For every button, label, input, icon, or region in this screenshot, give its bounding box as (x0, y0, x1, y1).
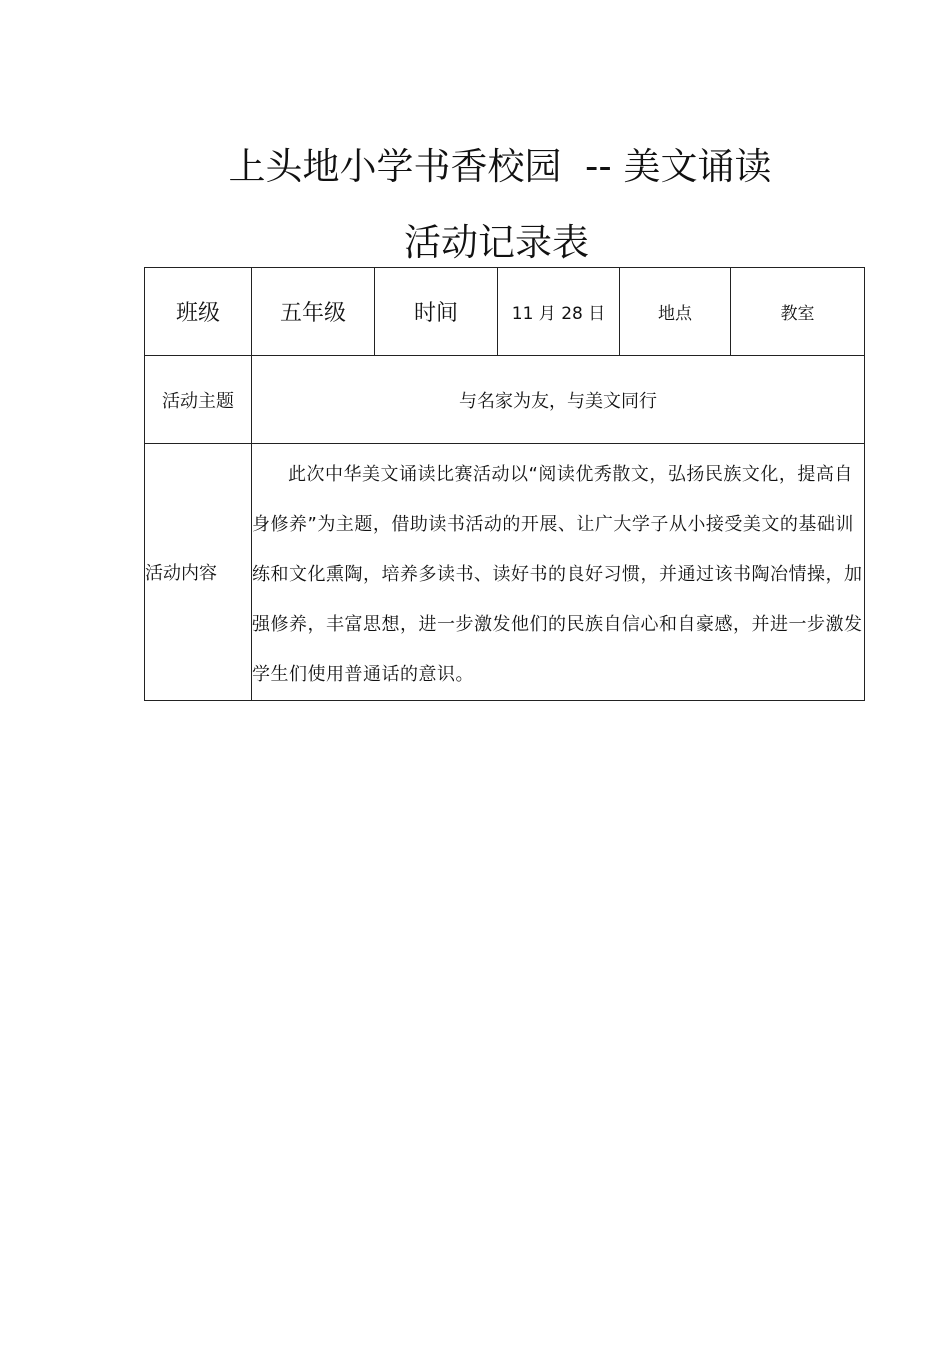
class-label: 班级 (145, 268, 252, 356)
table-row (145, 444, 865, 701)
table-row (145, 268, 865, 356)
place-label: 地点 (620, 268, 731, 356)
activity-record-table (144, 267, 865, 701)
content-label: 活动内容 (145, 444, 252, 701)
document-title: 上头地小学书香校园 -- 美文诵读 (228, 145, 772, 188)
class-value: 五年级 (252, 268, 375, 356)
theme-label: 活动主题 (145, 356, 252, 444)
time-label: 时间 (375, 268, 498, 356)
time-value: 11 月 28 日 (498, 268, 620, 356)
document-subtitle: 活动记录表 (404, 221, 589, 264)
theme-value: 与名家为友，与美文同行 (252, 356, 865, 444)
content-paragraph: 此次中华美文诵读比赛活动以“阅读优秀散文，弘扬民族文化，提高自身修养”为主题，借助读书活动的开展、让广大学子从小接受美文的基础训练和文化熏陶，培养多读书、读好书的良好习惯，并通过该书陶冶情操，加强修养，丰富思想，进一步激发他们的民族自信心和自豪感，并进一步激发学生们使用普通话的意识。 (252, 464, 863, 685)
table-row (145, 356, 865, 444)
place-value: 教室 (731, 268, 865, 356)
content-cell (252, 444, 865, 701)
